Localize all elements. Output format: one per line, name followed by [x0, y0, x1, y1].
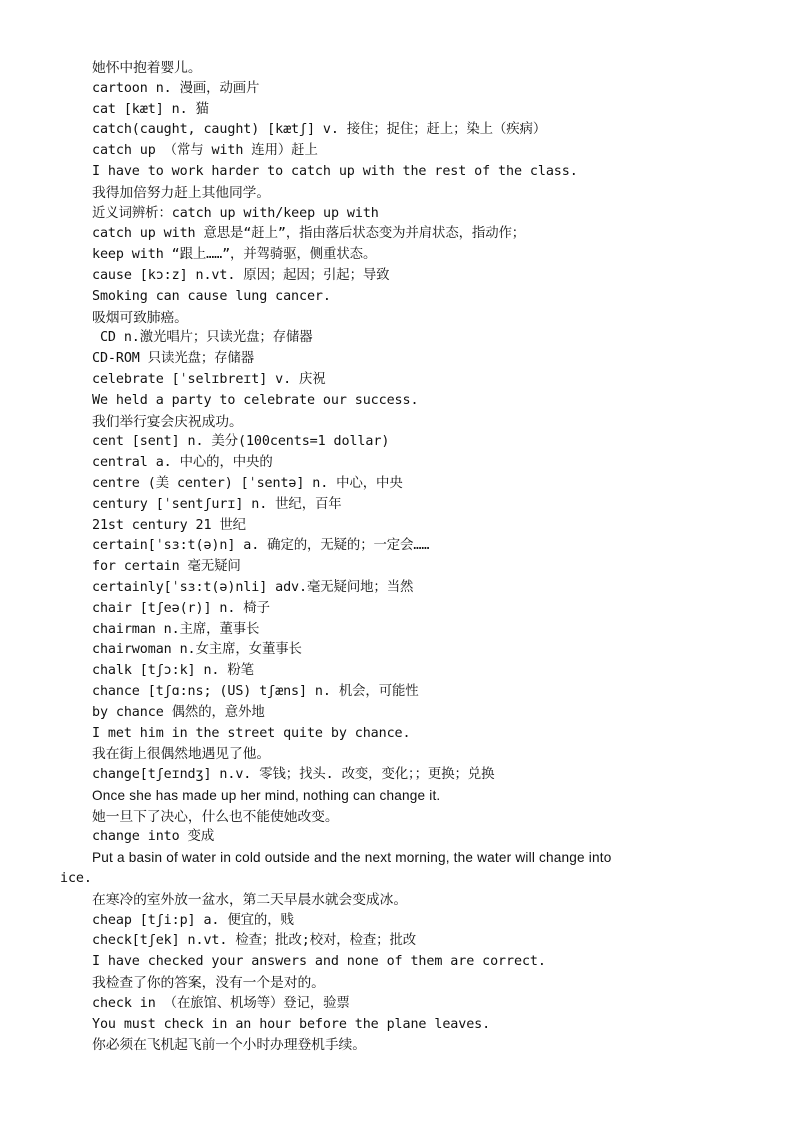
text-line: check[tʃek] n.vt. 检查；批改;校对，检查；批改 — [92, 933, 417, 949]
text-line: We held a party to celebrate our success. — [92, 392, 419, 408]
text-line: certain[ˈsɜ:t(ə)n] a. 确定的，无疑的；一定会…… — [92, 538, 430, 554]
text-line: 21st century 21 世纪 — [92, 517, 246, 533]
text-line: You must check in an hour before the plane leaves. — [92, 1016, 491, 1032]
text-line: by chance 偶然的，意外地 — [92, 704, 265, 720]
text-line: century [ˈsentʃurɪ] n. 世纪，百年 — [92, 496, 342, 512]
text-line: 你必须在飞机起飞前一个小时办理登机手续。 — [92, 1037, 366, 1054]
text-line: 吸烟可致肺癌。 — [92, 309, 188, 326]
text-line: CD-ROM 只读光盘；存储器 — [92, 351, 255, 367]
text-line: 我得加倍努力赶上其他同学。 — [92, 184, 271, 201]
text-line: catch up with 意思是“赶上”，指由落后状态变为并肩状态，指动作； — [92, 226, 526, 242]
text-line: 我在街上很偶然地遇见了他。 — [92, 746, 271, 763]
text-line: 她怀中抱着婴儿。 — [92, 60, 202, 76]
text-line: cat [kæt] n. 猫 — [92, 101, 209, 117]
text-line: chalk [tʃɔ:k] n. 粉笔 — [92, 663, 254, 679]
text-line: I met him in the street quite by chance. — [92, 725, 411, 741]
text-line: cartoon n. 漫画，动画片 — [92, 80, 260, 96]
text-line: celebrate [ˈselɪbreɪt] v. 庆祝 — [92, 371, 326, 387]
text-line: cheap [tʃi:p] a. 便宜的，贱 — [92, 912, 294, 928]
text-line: 近义词辨析：catch up with/keep up with — [92, 205, 379, 221]
text-line: catch up （常与 with 连用）赶上 — [92, 143, 318, 159]
text-line: 她一旦下了决心，什么也不能使她改变。 — [92, 808, 339, 825]
text-line: chairwoman n.女主席，女董事长 — [92, 642, 302, 658]
text-line: 在寒冷的室外放一盆水，第二天早晨水就会变成冰。 — [92, 891, 408, 908]
text-line: 我们举行宴会庆祝成功。 — [92, 413, 243, 430]
text-line: certainly[ˈsɜ:t(ə)nli] adv.毫无疑问地；当然 — [92, 579, 414, 595]
text-line: keep with “跟上……”，并驾骑驱，侧重状态。 — [92, 247, 377, 263]
text-line: change[tʃeɪndʒ] n.v. 零钱；找头. 改变，变化；；更换；兑换 — [92, 767, 495, 783]
text-line: 我检查了你的答案，没有一个是对的。 — [92, 975, 325, 992]
document-page — [0, 58, 794, 1056]
text-line: for certain 毫无疑问 — [92, 559, 241, 575]
text-line: central a. 中心的，中央的 — [92, 455, 273, 471]
text-line: CD n.激光唱片；只读光盘；存储器 — [92, 330, 313, 346]
text-line: cent [sent] n. 美分(100cents=1 dollar) — [92, 434, 390, 450]
text-line: chairman n.主席，董事长 — [92, 621, 260, 637]
text-line: Once she has made up her mind, nothing can change it. — [92, 787, 441, 803]
text-line: change into 变成 — [92, 829, 215, 845]
text-line: Put a basin of water in cold outside and the next morning, the water will change into — [92, 850, 612, 866]
text-line: Smoking can cause lung cancer. — [92, 288, 331, 304]
text-line: cause [kɔ:z] n.vt. 原因；起因；引起；导致 — [92, 267, 390, 283]
text-line: I have checked your answers and none of them are correct. — [92, 954, 546, 970]
text-line: chair [tʃeə(r)] n. 椅子 — [92, 600, 270, 616]
text-line: centre (美 center) [ˈsentə] n. 中心，中央 — [92, 475, 403, 491]
text-line: chance [tʃɑ:ns; (US) tʃæns] n. 机会，可能性 — [92, 683, 419, 699]
text-line: check in （在旅馆、机场等）登记，验票 — [92, 995, 350, 1011]
text-line: I have to work harder to catch up with the rest of the class. — [92, 163, 578, 179]
text-line: catch(caught, caught) [kætʃ] v. 接住；捉住；赶上；染上（疾病） — [92, 122, 547, 138]
text-line: ice. — [60, 871, 92, 887]
